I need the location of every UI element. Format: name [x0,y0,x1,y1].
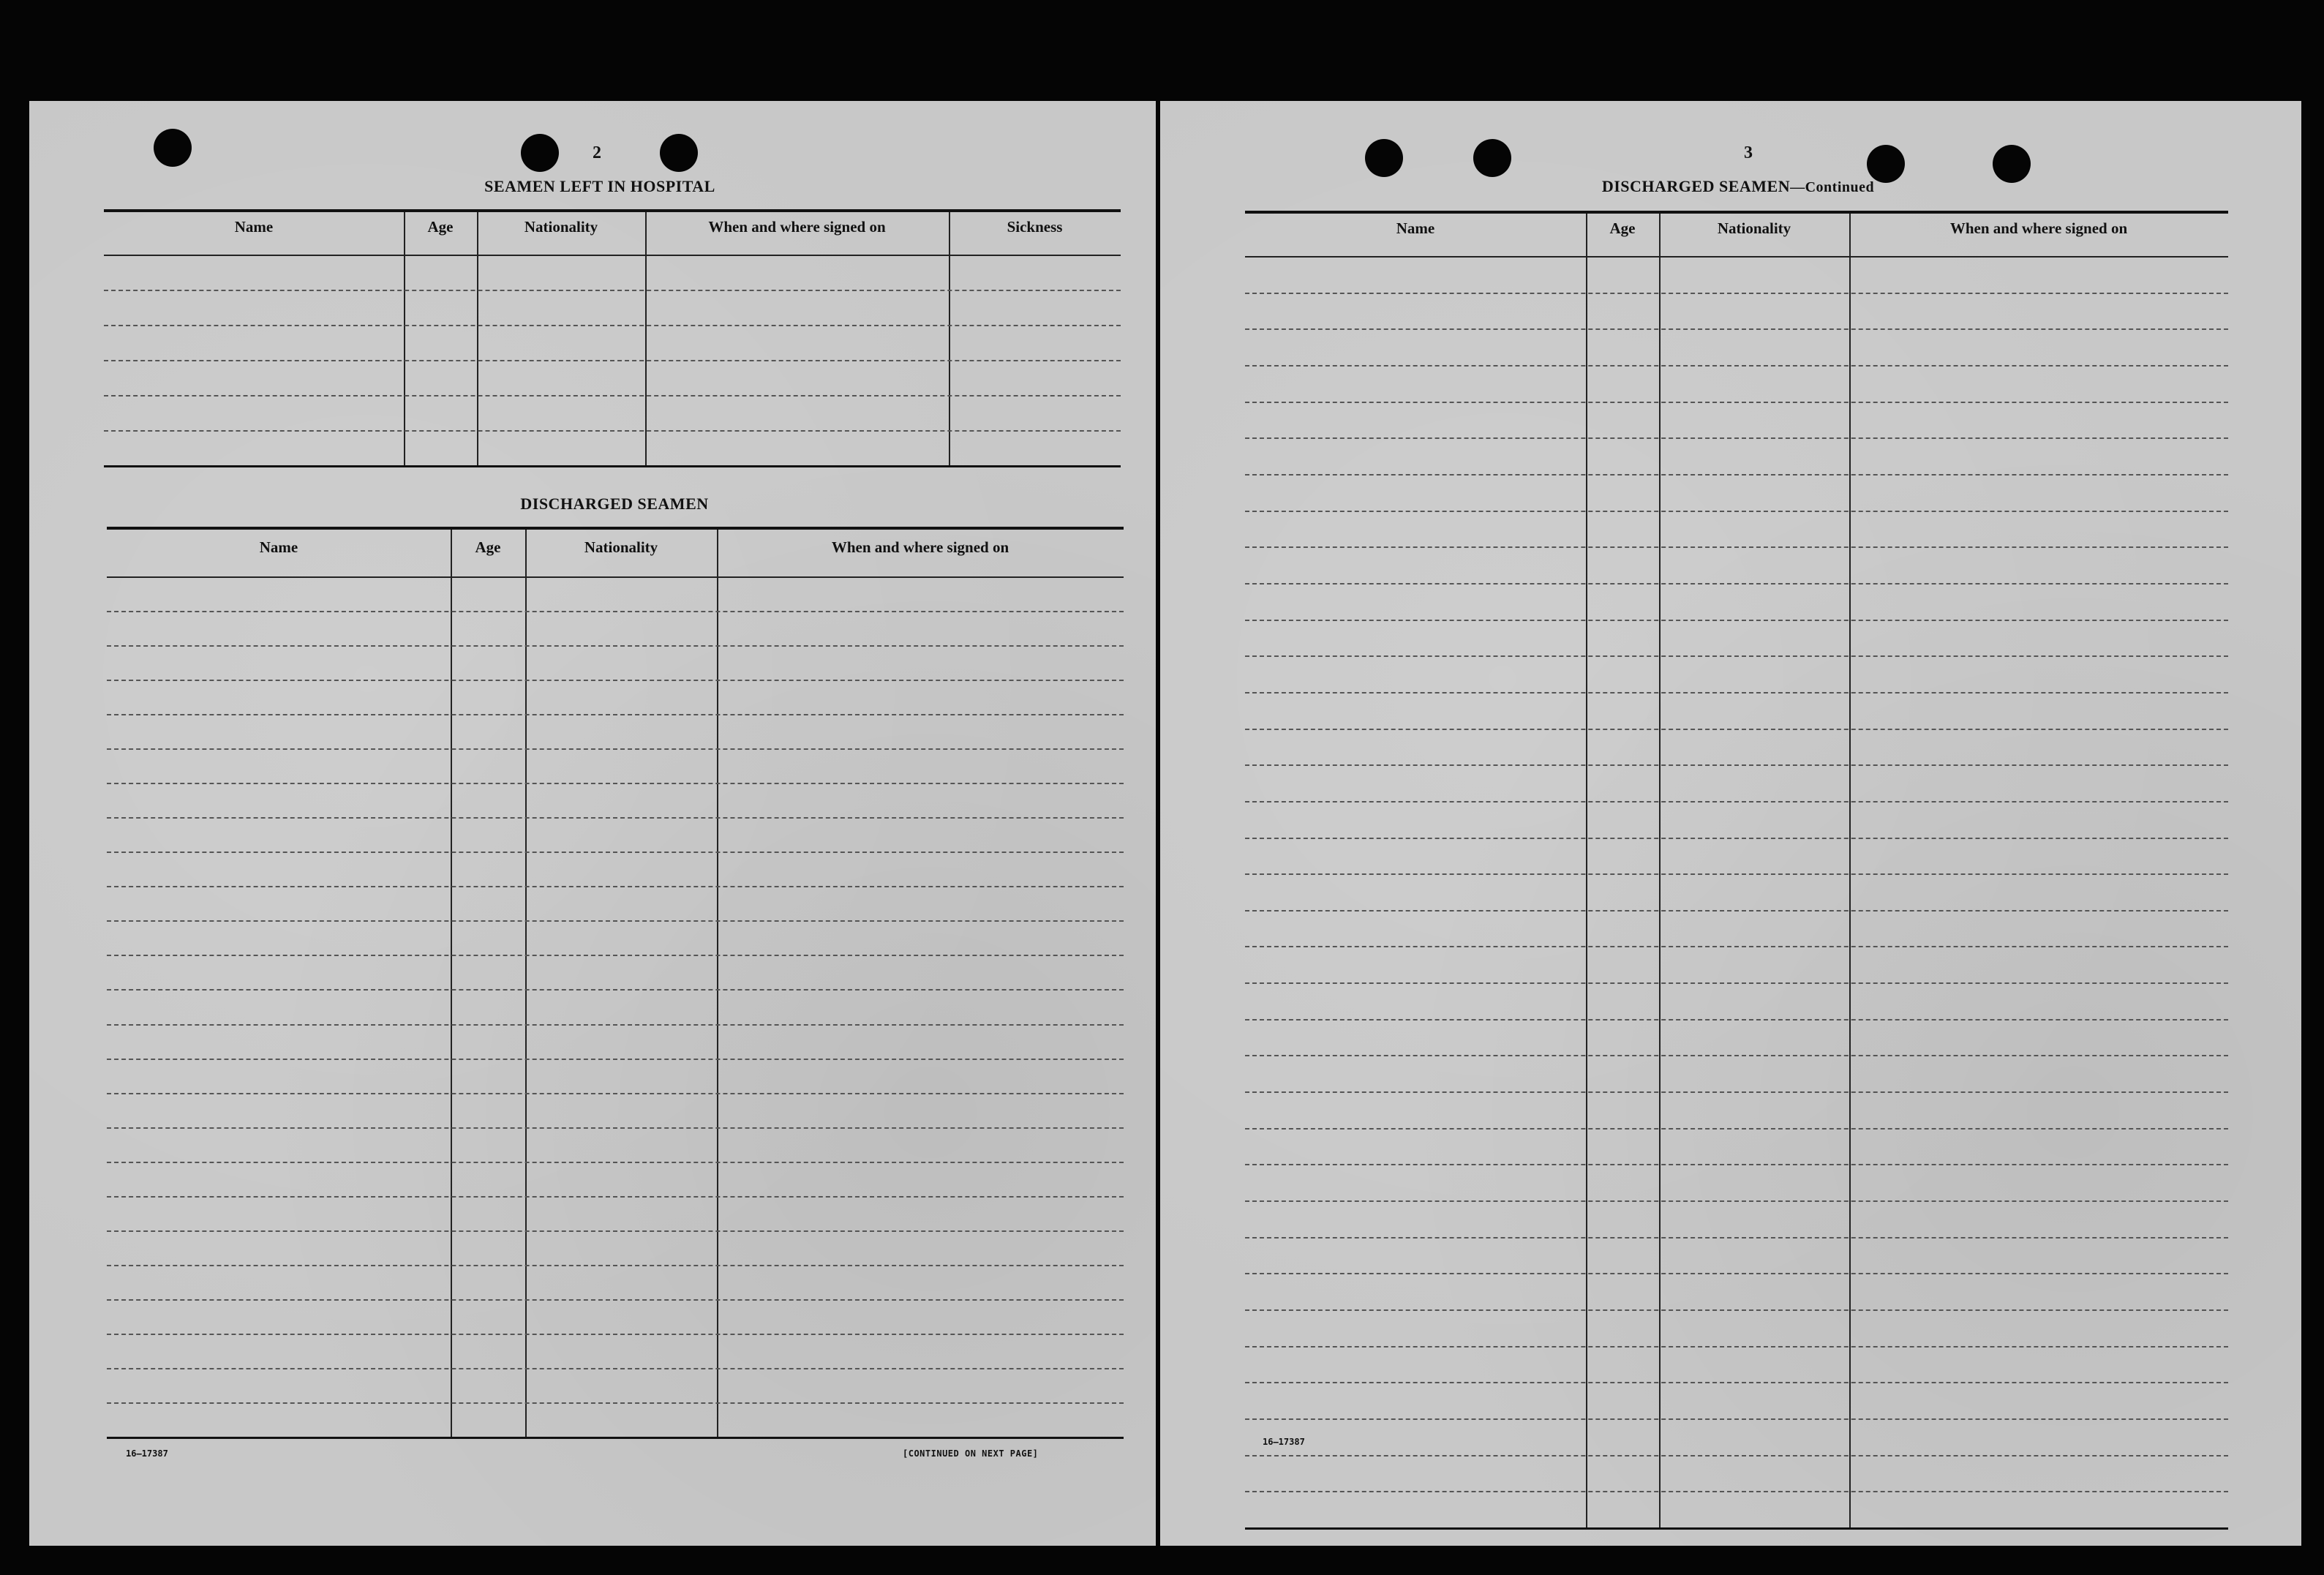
column-divider [949,212,950,465]
table-row [1245,1418,2228,1420]
discharged-title-text: DISCHARGED SEAMEN [1601,177,1791,195]
table-row [1245,873,2228,875]
discharged-continued-title [1602,177,1874,196]
table-row [107,1402,1124,1404]
table-row [107,1059,1124,1060]
table-row [1245,1128,2228,1129]
column-header: Name [234,218,274,236]
column-divider [717,530,718,1437]
column-divider [404,212,405,465]
table-row [107,1230,1124,1232]
table-row [107,886,1124,887]
column-divider [525,530,527,1437]
continued-note: [CONTINUED ON NEXT PAGE] [903,1448,1039,1459]
column-header: Sickness [1007,218,1063,236]
table-row [1245,838,2228,839]
punch-hole [521,134,559,172]
right-page [1160,101,2301,1546]
table-row [1245,910,2228,911]
column-header: Age [475,538,501,556]
column-header: Nationality [584,538,658,556]
table-row [107,955,1124,956]
page-number: 2 [593,143,601,162]
table-header-rule [107,576,1124,578]
punch-hole [660,134,698,172]
table-row [1245,801,2228,802]
table-row [107,645,1124,647]
table-row [1245,546,2228,548]
column-divider [451,530,452,1437]
table-row [1245,946,2228,947]
table-row [1245,1309,2228,1311]
table-row [1245,437,2228,439]
table-bottom-rule [1245,1527,2228,1530]
table-row [107,1024,1124,1026]
table-row [1245,511,2228,512]
punch-hole [154,129,192,167]
table-row [104,360,1121,361]
table-row [1245,583,2228,584]
form-number: 16—17387 [1263,1437,1305,1447]
table-row [107,1127,1124,1129]
table-bottom-rule [104,465,1121,467]
table-row [1245,1382,2228,1383]
table-row [107,1334,1124,1335]
punch-hole [1365,139,1403,177]
table-row [1245,1019,2228,1020]
discharged-table [107,527,1124,1544]
table-row [1245,1491,2228,1492]
table-row [1245,402,2228,403]
table-row [107,748,1124,750]
hospital-section-title: SEAMEN LEFT IN HOSPITAL [484,177,715,195]
table-row [1245,1200,2228,1202]
table-row [104,290,1121,291]
table-top-rule [1245,211,2228,214]
table-row [1245,764,2228,766]
table-row [107,714,1124,715]
punch-hole [1993,145,2031,183]
column-divider [645,212,647,465]
column-header: Nationality [524,218,598,236]
table-row [1245,1091,2228,1093]
table-row [1245,1055,2228,1056]
discharged-section-title: DISCHARGED SEAMEN [520,495,709,513]
continued-suffix: —Continued [1790,179,1875,195]
table-row [1245,328,2228,330]
table-row [1245,982,2228,984]
table-row [1245,729,2228,730]
table-top-rule [104,209,1121,212]
table-row [107,920,1124,922]
table-header-rule [104,255,1121,256]
table-row [104,430,1121,432]
table-row [1245,1455,2228,1456]
table-row [107,1265,1124,1266]
column-header: Name [1396,219,1435,237]
column-divider [1659,214,1661,1527]
table-row [107,1162,1124,1163]
table-row [1245,474,2228,475]
column-header: Nationality [1717,219,1791,237]
column-header: Age [427,218,454,236]
table-row [107,989,1124,991]
column-divider [1586,214,1587,1527]
table-row [107,852,1124,853]
table-header-rule [1245,256,2228,258]
table-row [1245,1164,2228,1165]
table-row [107,680,1124,681]
table-row [1245,1237,2228,1238]
punch-hole [1473,139,1511,177]
table-row [107,1368,1124,1369]
table-row [107,1093,1124,1094]
column-header: When and where signed on [708,218,886,236]
table-row [1245,692,2228,693]
table-row [1245,620,2228,621]
table-top-rule [107,527,1124,530]
form-number: 16—17387 [126,1448,168,1459]
table-bottom-rule [107,1437,1124,1439]
left-page [29,101,1156,1546]
table-row [107,1299,1124,1301]
table-row [1245,1346,2228,1347]
table-row [107,783,1124,784]
column-divider [1849,214,1851,1527]
column-header: Name [259,538,298,556]
hospital-table [104,209,1121,473]
discharged-continued-table [1245,211,2228,1535]
table-row [1245,365,2228,367]
table-row [1245,1273,2228,1274]
column-header: When and where signed on [831,538,1009,556]
column-header: Age [1609,219,1636,237]
column-header: When and where signed on [1949,219,2128,237]
table-row [107,817,1124,819]
table-row [1245,655,2228,657]
table-row [104,325,1121,326]
column-divider [477,212,478,465]
table-row [107,1196,1124,1198]
page-number: 3 [1744,143,1753,162]
table-row [104,395,1121,396]
table-row [107,611,1124,612]
table-row [1245,293,2228,294]
